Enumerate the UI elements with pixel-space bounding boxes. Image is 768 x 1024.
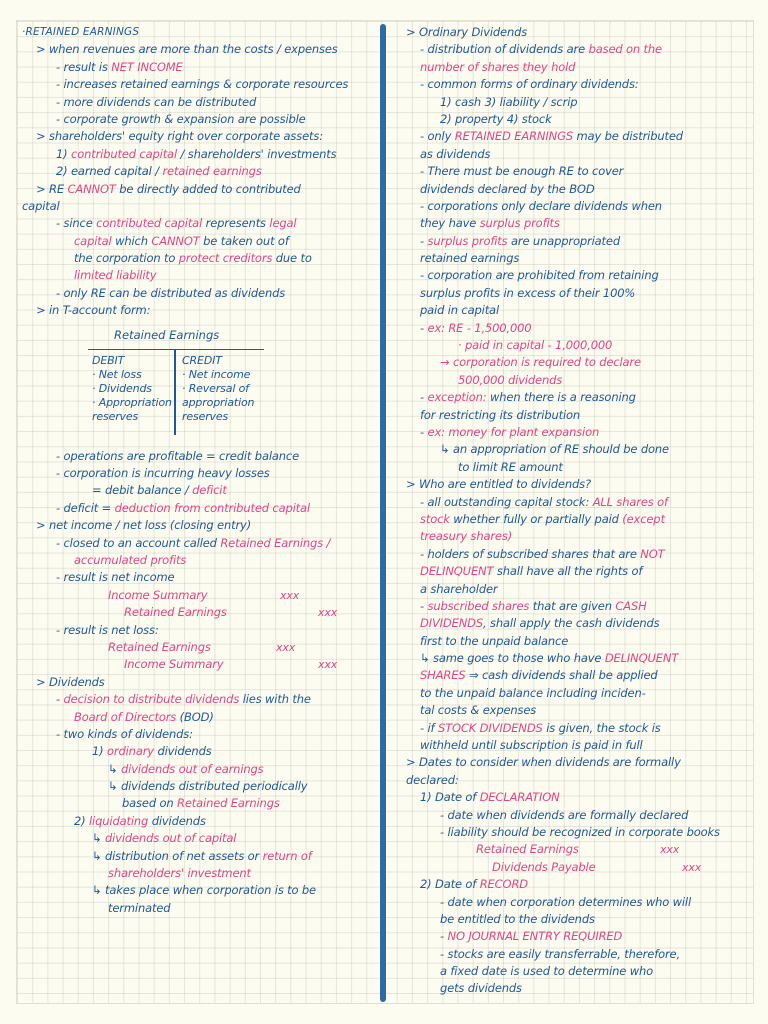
- note-text: declared:: [406, 772, 459, 787]
- note-text: - holders of subscribed shares that are: [420, 546, 641, 561]
- highlight-text: (except: [622, 511, 665, 526]
- note-text: -: [420, 233, 428, 248]
- note-line: [406, 911, 756, 928]
- highlight-text: DELINQUENT: [420, 564, 494, 579]
- note-line: [406, 59, 756, 76]
- highlight-text: Retained Earnings /: [220, 535, 331, 550]
- note-line: [22, 639, 374, 656]
- note-text: 1): [56, 146, 72, 161]
- note-text: - all outstanding capital stock:: [420, 494, 593, 509]
- note-text: = debit balance /: [92, 483, 193, 498]
- note-text: -: [420, 424, 428, 439]
- notes-right-column: [406, 24, 756, 998]
- note-text: > in T-account form:: [36, 303, 151, 318]
- note-line: [22, 656, 374, 673]
- note-line: [406, 215, 756, 232]
- highlight-text: retained earnings: [162, 164, 262, 179]
- note-text: for restricting its distribution: [420, 407, 581, 422]
- t-account-credit-header: CREDIT: [182, 353, 222, 367]
- note-text: - operations are profitable = credit balance: [56, 448, 300, 463]
- note-line: [406, 528, 756, 545]
- highlight-text: number of shares they hold: [420, 59, 576, 74]
- note-line: [406, 285, 756, 302]
- note-text: is given, the stock is: [542, 720, 661, 735]
- note-line: [406, 476, 756, 493]
- note-line: [406, 598, 756, 615]
- note-text: which: [111, 233, 152, 248]
- note-text: 1): [92, 744, 108, 759]
- note-line: [406, 511, 756, 528]
- highlight-text: Retained Earnings: [177, 796, 280, 811]
- note-text: that are given: [529, 598, 616, 613]
- note-line: [22, 517, 374, 534]
- note-text: surplus profits in excess of their 100%: [420, 285, 636, 300]
- note-text: a fixed date is used to determine who: [440, 964, 654, 979]
- note-text: ↳ same goes to those who have: [420, 651, 605, 666]
- note-text: 1) Date of: [420, 790, 480, 805]
- t-account-debit-header: DEBIT: [92, 353, 125, 367]
- amount-placeholder: xxx: [318, 606, 338, 620]
- note-line: [406, 494, 756, 511]
- note-text: - liability should be recognized in corporate books: [440, 824, 720, 839]
- highlight-text: DIVIDENDS: [420, 616, 484, 631]
- note-line: [22, 111, 374, 128]
- note-line: [406, 459, 756, 476]
- note-text: > RE: [36, 181, 68, 196]
- note-text: first to the unpaid balance: [420, 633, 569, 648]
- note-line: [406, 233, 756, 250]
- highlight-text: Retained Earnings: [124, 605, 227, 620]
- note-text: ↳: [92, 831, 105, 846]
- note-line: [22, 813, 374, 830]
- note-text: they have: [420, 216, 480, 231]
- amount-placeholder: xxx: [276, 640, 296, 654]
- note-line: [406, 250, 756, 267]
- note-line: [406, 772, 756, 789]
- amount-placeholder: xxx: [660, 843, 680, 857]
- note-line: [22, 674, 374, 691]
- highlight-text: decision to distribute dividends: [63, 692, 240, 707]
- note-text: - corporations only declare dividends when: [420, 198, 662, 213]
- highlight-text: RETAINED EARNINGS: [454, 129, 573, 144]
- note-text: - closed to an account called: [56, 535, 221, 550]
- note-line: [22, 587, 374, 604]
- highlight-text: Retained Earnings: [108, 639, 211, 654]
- highlight-text: ex: RE - 1,500,000: [427, 320, 532, 335]
- highlight-text: → corporation is required to declare: [440, 355, 641, 370]
- note-text: -: [56, 692, 64, 707]
- highlight-text: ex: money for plant expansion: [427, 424, 600, 439]
- note-text: - two kinds of dividends:: [56, 726, 193, 741]
- note-text: - date when corporation determines who will: [440, 894, 692, 909]
- note-line: [22, 128, 374, 145]
- note-line: [22, 709, 374, 726]
- note-line: [406, 267, 756, 284]
- note-line: [406, 372, 756, 389]
- note-line: [406, 441, 756, 458]
- t-account-debit-column: [92, 354, 174, 424]
- note-text: / shareholders' investments: [177, 146, 337, 161]
- t-account: [22, 326, 374, 444]
- highlight-text: shareholders' investment: [108, 866, 251, 881]
- highlight-text: contributed capital: [96, 216, 203, 231]
- note-text: shall have all the rights of: [493, 564, 643, 579]
- note-text: - corporation are prohibited from retaining: [420, 268, 659, 283]
- note-line: [406, 407, 756, 424]
- highlight-text: ordinary: [107, 744, 154, 759]
- t-account-top-line: [88, 349, 264, 351]
- note-line: [22, 778, 374, 795]
- highlight-text: Income Summary: [108, 587, 208, 602]
- note-line: [22, 24, 374, 41]
- note-text: > Dates to consider when dividends are formally: [406, 755, 681, 770]
- highlight-text: limited liability: [74, 268, 157, 283]
- note-text: - result is net loss:: [56, 622, 159, 637]
- note-line: [406, 946, 756, 963]
- note-line: [406, 859, 756, 876]
- t-account-credit-item: · Reversal of: [182, 381, 249, 395]
- note-line: [22, 795, 374, 812]
- t-account-credit-item: appropriation: [182, 395, 255, 409]
- note-line: [406, 737, 756, 754]
- note-line: [406, 633, 756, 650]
- note-text: - only RE can be distributed as dividends: [56, 285, 286, 300]
- note-line: [22, 500, 374, 517]
- note-line: [22, 181, 374, 198]
- note-line: [22, 146, 374, 163]
- highlight-text: based on the: [588, 42, 662, 57]
- note-line: [22, 267, 374, 284]
- t-account-debit-item: · Net loss: [92, 367, 142, 381]
- note-text: ⇒ cash dividends shall be applied: [465, 668, 658, 683]
- note-line: [406, 76, 756, 93]
- highlight-text: protect creditors: [178, 251, 273, 266]
- note-line: [406, 928, 756, 945]
- note-line: [22, 94, 374, 111]
- highlight-text: DECLARATION: [479, 790, 560, 805]
- note-text: - deficit =: [56, 500, 115, 515]
- note-line: [22, 726, 374, 743]
- amount-placeholder: xxx: [280, 588, 300, 602]
- note-line: [406, 720, 756, 737]
- highlight-text: ALL shares of: [592, 494, 668, 509]
- highlight-text: accumulated profits: [74, 552, 187, 567]
- note-text: -: [420, 390, 428, 405]
- highlight-text: NET INCOME: [111, 59, 183, 74]
- note-line: [406, 581, 756, 598]
- highlight-text: NO JOURNAL ENTRY REQUIRED: [447, 929, 623, 944]
- note-line: [22, 604, 374, 621]
- note-line: [22, 882, 374, 899]
- note-line: [22, 900, 374, 917]
- note-text: -: [420, 598, 428, 613]
- note-line: [406, 198, 756, 215]
- highlight-text: contributed capital: [71, 146, 177, 161]
- notes-left-column: [22, 24, 374, 917]
- note-text: represents: [202, 216, 270, 231]
- note-text: be taken out of: [199, 233, 289, 248]
- note-line: [406, 963, 756, 980]
- note-text: lies with the: [239, 692, 311, 707]
- note-text: - if: [420, 720, 438, 735]
- note-text: the corporation to: [74, 251, 179, 266]
- note-text: 2): [74, 813, 90, 828]
- note-line: [22, 482, 374, 499]
- note-text: to limit RE amount: [458, 459, 563, 474]
- note-line: [406, 807, 756, 824]
- t-account-title: Retained Earnings: [114, 327, 220, 342]
- note-line: [22, 250, 374, 267]
- highlight-text: deduction from contributed capital: [114, 500, 310, 515]
- note-line: [406, 841, 756, 858]
- note-line: [406, 24, 756, 41]
- note-text: based on: [122, 796, 177, 811]
- note-line: [22, 76, 374, 93]
- note-text: are unappropriated: [507, 233, 620, 248]
- note-text: > net income / net loss (closing entry): [36, 518, 252, 533]
- note-line: [406, 754, 756, 771]
- note-text: withheld until subscription is paid in full: [420, 738, 643, 753]
- note-line: [22, 59, 374, 76]
- highlight-text: SHARES: [420, 668, 466, 683]
- note-text: 2) property 4) stock: [440, 111, 552, 126]
- note-text: - since: [56, 216, 97, 231]
- note-text: whether fully or partially paid: [449, 511, 623, 526]
- note-text: - corporate growth & expansion are possible: [56, 111, 306, 126]
- highlight-text: capital: [74, 233, 112, 248]
- note-text: ↳ an appropriation of RE should be done: [440, 442, 669, 457]
- note-text: > when revenues are more than the costs / expenses: [36, 42, 338, 57]
- note-text: , shall apply the cash dividends: [483, 616, 660, 631]
- note-line: [406, 302, 756, 319]
- note-text: - more dividends can be distributed: [56, 94, 257, 109]
- highlight-text: Retained Earnings: [476, 842, 579, 857]
- note-text: ↳: [108, 761, 121, 776]
- note-text: be directly added to contributed: [115, 181, 301, 196]
- note-line: [406, 389, 756, 406]
- highlight-text: deficit: [192, 483, 227, 498]
- note-line: [22, 622, 374, 639]
- note-line: [22, 215, 374, 232]
- highlight-text: liquidating: [89, 813, 149, 828]
- note-line: [406, 354, 756, 371]
- note-line: [406, 563, 756, 580]
- t-account-credit-column: [182, 354, 278, 424]
- note-line: [406, 181, 756, 198]
- highlight-text: CANNOT: [151, 233, 200, 248]
- note-text: when there is a reasoning: [486, 390, 636, 405]
- note-line: [22, 761, 374, 778]
- note-line: [406, 980, 756, 997]
- note-line: [22, 302, 374, 319]
- note-line: [22, 41, 374, 58]
- note-text: - distribution of dividends are: [420, 42, 589, 57]
- highlight-text: Income Summary: [124, 657, 224, 672]
- note-line: [22, 535, 374, 552]
- note-line: [406, 650, 756, 667]
- note-text: > Dividends: [36, 674, 105, 689]
- highlight-text: STOCK DIVIDENDS: [437, 720, 543, 735]
- highlight-text: legal: [269, 216, 297, 231]
- note-line: [406, 111, 756, 128]
- highlight-text: RECORD: [479, 877, 528, 892]
- note-line: [406, 667, 756, 684]
- note-text: - result is net income: [56, 570, 175, 585]
- t-account-debit-item: · Appropriation: [92, 395, 172, 409]
- note-text: - only: [420, 129, 455, 144]
- note-line: [406, 337, 756, 354]
- highlight-text: dividends out of earnings: [121, 761, 264, 776]
- column-divider: [380, 24, 386, 1002]
- note-line: [22, 163, 374, 180]
- note-line: [22, 552, 374, 569]
- note-line: [22, 865, 374, 882]
- note-text: paid in capital: [420, 303, 500, 318]
- note-line: [406, 546, 756, 563]
- note-line: [22, 465, 374, 482]
- highlight-text: Board of Directors: [74, 709, 177, 724]
- note-text: - common forms of ordinary dividends:: [420, 77, 639, 92]
- note-text: dividends: [148, 813, 206, 828]
- note-line: [406, 894, 756, 911]
- note-text: due to: [272, 251, 312, 266]
- highlight-text: 500,000 dividends: [458, 372, 563, 387]
- note-line: [406, 41, 756, 58]
- note-line: [22, 848, 374, 865]
- highlight-text: CANNOT: [67, 181, 116, 196]
- note-text: capital: [22, 198, 60, 213]
- t-account-credit-item: · Net income: [182, 367, 251, 381]
- note-text: a shareholder: [420, 581, 498, 596]
- note-text: 2) earned capital /: [56, 164, 163, 179]
- note-line: [406, 824, 756, 841]
- note-text: as dividends: [420, 146, 491, 161]
- note-text: to the unpaid balance including inciden-: [420, 685, 646, 700]
- note-line: [406, 685, 756, 702]
- note-text: 1) cash 3) liability / scrip: [440, 94, 578, 109]
- t-account-center-line: [174, 349, 176, 435]
- highlight-text: exception:: [427, 390, 487, 405]
- note-line: [22, 448, 374, 465]
- t-account-debit-item: reserves: [92, 409, 139, 423]
- note-text: -: [420, 320, 428, 335]
- amount-placeholder: xxx: [318, 658, 338, 672]
- highlight-text: treasury shares): [420, 529, 513, 544]
- highlight-text: NOT: [640, 546, 665, 561]
- note-text: ↳ dividends distributed periodically: [108, 779, 308, 794]
- note-text: > Ordinary Dividends: [406, 25, 528, 39]
- highlight-text: · paid in capital - 1,000,000: [458, 338, 613, 353]
- note-text: retained earnings: [420, 251, 520, 266]
- note-text: - corporation is incurring heavy losses: [56, 466, 270, 481]
- highlight-text: subscribed shares: [427, 598, 530, 613]
- note-line: [406, 789, 756, 806]
- note-text: > shareholders' equity right over corporate assets:: [36, 129, 323, 144]
- note-line: [406, 876, 756, 893]
- note-text: - There must be enough RE to cover: [420, 164, 624, 179]
- note-text: be entitled to the dividends: [440, 911, 595, 926]
- amount-placeholder: xxx: [682, 860, 702, 874]
- note-text: may be distributed: [573, 129, 683, 144]
- note-text: (BOD): [176, 709, 214, 724]
- note-line: [22, 691, 374, 708]
- highlight-text: CASH: [615, 598, 647, 613]
- note-text: - result is: [56, 59, 112, 74]
- note-line: [406, 94, 756, 111]
- note-line: [22, 233, 374, 250]
- highlight-text: stock: [420, 511, 450, 526]
- note-line: [22, 569, 374, 586]
- note-line: [406, 615, 756, 632]
- note-line: [406, 163, 756, 180]
- note-line: [406, 128, 756, 145]
- note-line: [22, 743, 374, 760]
- note-line: [22, 830, 374, 847]
- highlight-text: dividends out of capital: [105, 831, 237, 846]
- note-line: [406, 146, 756, 163]
- note-line: [22, 198, 374, 215]
- note-line: [406, 320, 756, 337]
- note-text: dividends declared by the BOD: [420, 181, 595, 196]
- note-text: -: [440, 929, 448, 944]
- note-text: - increases retained earnings & corporate resources: [56, 77, 349, 92]
- note-line: [22, 285, 374, 302]
- note-line: [406, 424, 756, 441]
- highlight-text: Dividends Payable: [492, 859, 596, 874]
- note-text: tal costs & expenses: [420, 703, 537, 718]
- t-account-debit-item: · Dividends: [92, 381, 152, 395]
- note-line: [406, 702, 756, 719]
- note-text: - stocks are easily transferrable, therefore,: [440, 946, 680, 961]
- note-text: gets dividends: [440, 981, 522, 996]
- highlight-text: return of: [262, 848, 312, 863]
- note-text: ↳ takes place when corporation is to be: [92, 883, 316, 898]
- note-text: > Who are entitled to dividends?: [406, 477, 591, 492]
- note-text: dividends: [153, 744, 212, 759]
- note-text: terminated: [108, 900, 171, 915]
- highlight-text: surplus profits: [479, 216, 560, 231]
- t-account-credit-item: reserves: [182, 409, 229, 423]
- highlight-text: surplus profits: [427, 233, 508, 248]
- note-text: ·RETAINED EARNINGS: [22, 26, 140, 38]
- note-text: 2) Date of: [420, 877, 480, 892]
- highlight-text: DELINQUENT: [604, 651, 679, 666]
- note-text: ↳ distribution of net assets or: [92, 848, 263, 863]
- note-text: - date when dividends are formally declared: [440, 807, 689, 822]
